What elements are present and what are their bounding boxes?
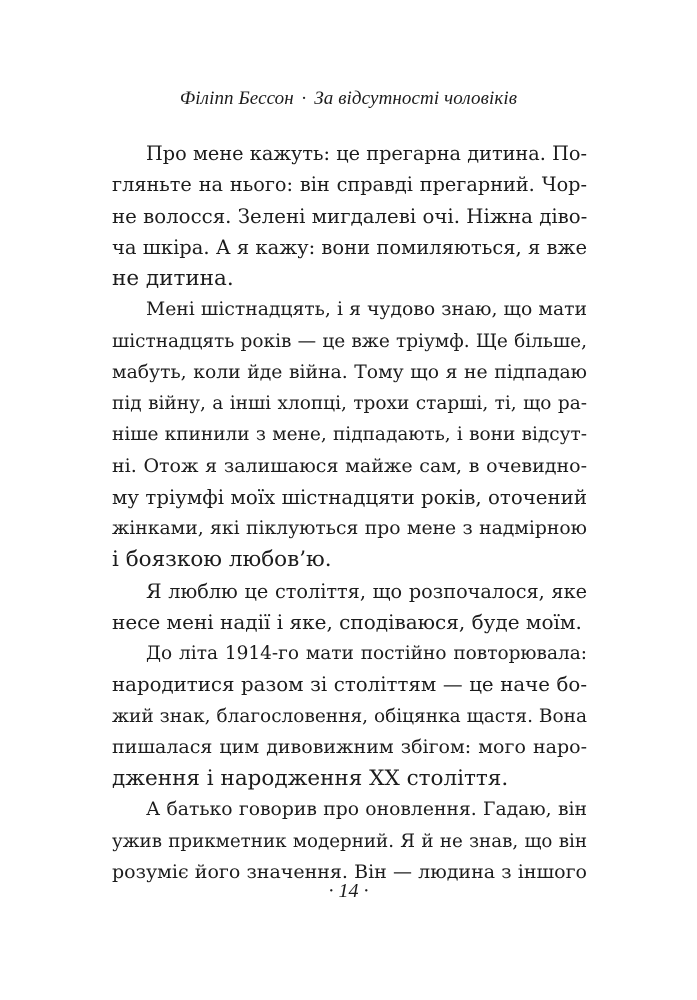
body-text bbox=[112, 138, 587, 888]
text-line: несе мені надії і яке, сподіваюся, буде моїм. bbox=[112, 609, 582, 634]
text-line: не дитина. bbox=[112, 266, 234, 291]
text-line: не волосся. Зелені мигдалеві очі. Ніжна діво- bbox=[112, 204, 588, 228]
text-line: дження і народження XX століття. bbox=[112, 766, 509, 791]
running-head-separator: · bbox=[300, 88, 308, 109]
text-line: жінками, які піклуються про мене з надмірною bbox=[112, 518, 587, 539]
text-line: пишалася цим дивовижним збігом: мого наро- bbox=[112, 735, 587, 758]
text-line: розуміє його значення. Він — людина з іншого bbox=[112, 860, 587, 883]
text-line: під війну, а інші хлопці, трохи старші, ті, що ра- bbox=[112, 393, 587, 414]
text-line: мабуть, коли йде війна. Тому що я не підпадаю bbox=[112, 361, 587, 383]
text-line: жий знак, благословення, обіцянка щастя. Вона bbox=[112, 705, 587, 727]
text-line: ні. Отож я залишаюся майже сам, в очевидно- bbox=[112, 454, 587, 477]
text-line: му тріумфі моїх шістнадцяти років, оточений bbox=[112, 485, 587, 509]
text-line: Мені шістнадцять, і я чудово знаю, що мати bbox=[146, 299, 587, 321]
running-head-author: Філіпп Бессон bbox=[179, 88, 294, 109]
text-line: гляньте на нього: він справді прегарний. Чор- bbox=[112, 173, 587, 197]
text-line: А батько говорив про оновлення. Гадаю, він bbox=[146, 799, 587, 821]
running-head bbox=[0, 88, 697, 110]
text-line: Про мене кажуть: це прегарна дитина. По- bbox=[146, 142, 587, 165]
text-line: ніше кпинили з мене, підпадають, і вони відсут- bbox=[112, 424, 587, 446]
text-line: Я люблю це століття, що розпочалося, яке bbox=[146, 579, 587, 603]
text-line: ужив прикметник модерний. Я й не знав, що він bbox=[112, 830, 587, 852]
text-line: народитися разом зі століттям — це наче бо- bbox=[112, 673, 587, 697]
text-line: і боязкою любов’ю. bbox=[112, 547, 332, 573]
page-number: · 14 · bbox=[328, 880, 369, 902]
text-line: ча шкіра. А я кажу: вони помиляються, я вже bbox=[112, 235, 587, 259]
running-head-title: За відсутності чоловіків bbox=[314, 88, 518, 109]
text-line: шістнадцять років — це вже тріумф. Ще більше, bbox=[112, 330, 587, 352]
text-line: До літа 1914-го мати постійно повторювала: bbox=[146, 643, 587, 664]
